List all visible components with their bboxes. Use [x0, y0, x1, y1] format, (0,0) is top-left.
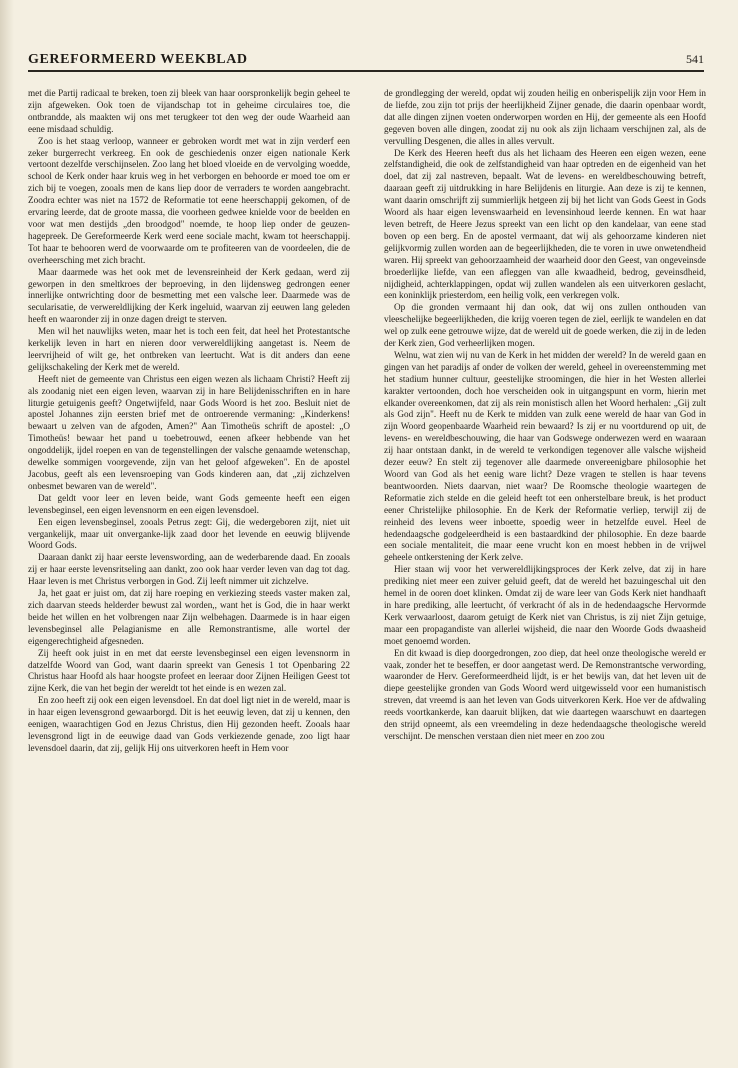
paragraph: Welnu, wat zien wij nu van de Kerk in het midden der wereld? In de wereld gaan en gingen van het paradijs af onder de volken der wereld, geheel in overeenstemming met het stadium hunner cultuur, geestelijke stroomingen, die hier in het Westen allerlei karakter vertoonden, doch hoe verscheiden ook in uitgangspunt en vorm, hierin met elkander overeenkomen, dat zij als rein monistisch allen het Woord herhalen: „Gij zult als God zijn". Heeft nu de Kerk te midden van zulk eene wereld de haar van God in zijn Woord geopenbaarde Waarheid rein bewaard? Is zij er nu voortdurend op uit, de levens- en wereldbeschouwing, die haar van Godswege onderwezen werd en waaraan zij haar ontstaan dankt, in de wereld te verkondigen tegenover alle valsche wijsheid dezer eeuw? En stelt zij tegenover alle daarmede onvereenigbare philosophie het Woord van God als het eenig ware licht? Deze vragen te stellen is haar tevens beantwoorden. Niets daarvan, niet waar? De Roomsche theologie waartegen de Reformatie zich stelde en die geleid heeft tot een onherstelbare breuk, is het product eener Christelijke philosophie. En de Kerk der Reformatie verliep, terwijl zij de reinheid des levens weer inboette, spoedig weer in hetzelfde euvel. Heel de hedendaagsche godgeleerdheid is een bastaardkind der philosophie. En deze baarde een sociale mentaliteit, die maar eene vrucht kon en moest hebben in de vrijwel geheele ontkerstening der Kerk zelve.: [384, 349, 706, 563]
running-header: [28, 48, 704, 72]
publication-title: GEREFORMEERD WEEKBLAD: [28, 52, 248, 67]
paragraph: De Kerk des Heeren heeft dus als het lichaam des Heeren een eigen wezen, eene zelfstandigheid, die ook de zelfstandigheid van haar optreden en de eigenheid van het doel, dat zij zal nastreven, bepaalt. Wat de levens- en wereldbeschouwing betreft, daaraan geeft zij uitdrukking in hare Belijdenis en liturgie. Aan deze is zij te kennen, want daarin omschrijft zij summierlijk hetgeen zij bij het licht van Gods Geest in Gods Woord als haar eigen levenswaarheid en levensinhoud leerde kennen. En wat haar leven betreft, de Heere Jezus spreekt van een licht op den kandelaar, van eene stad boven op een berg. En de apostel vermaant, dat wij als gehoorzame kinderen niet gelijkvormig zullen worden aan de begeerlijkheden, die te voren in uwe onwetendheid waren. Hij spreekt van gehoorzaamheid der waarheid door den Geest, van ongeveinsde broederlijke liefde, van een afleggen van alle kwaadheid, bedrog, geveinsdheid, nijdigheid, achterklappingen, opdat wij zullen wandelen als een uitverkoren geslacht, een koninklijk priesterdom, een heilig volk, een verkregen volk.: [384, 147, 706, 301]
binding-edge: [0, 0, 14, 1068]
paragraph: Ja, het gaat er juist om, dat zij hare roeping en verkiezing steeds vaster maken zal, zich daarvan steeds helderder bewust zal worden,, want het is God, die in haar werkt beide het willen en het volbrengen naar Zijn welbehagen. Daarmede is in haar eigen levensbeginsel alle Pelagianisme en alle Remonstrantisme, alle wortel der eigengerechtigheid afgesneden.: [28, 588, 350, 646]
paragraph: de grondlegging der wereld, opdat wij zouden heilig en onberispelijk zijn voor Hem in de liefde, zou zijn tot prijs der heerlijkheid Zijner genade, die daarin openbaar wordt, dat alle dingen zijnen voeten onderworpen worden en Hij, der gemeente als een Hoofd gegeven boven alle dingen, zoodat zij nu ook als zijn lichaam verschijnen zal, als de vervulling Desgenen, die alles in alles vervult.: [384, 88, 706, 146]
paragraph: Zoo is het staag verloop, wanneer er gebroken wordt met wat in zijn verderf een zeker burgerrecht verkreeg. En ook de geschiedenis onzer eigen nationale Kerk vertoont dezelfde verschijnselen. Zoo lang het bloed vloeide en de vervolging woedde, school de Kerk onder haar kruis weg in het verborgen en behoorde er moed toe om er zich bij te voegen, zooals men de kans liep door de verraders te worden aangebracht. Zoodra echter was niet na 1572 de Reformatie tot eene heerschappij gekomen, of de ervaring leerde, dat de groote massa, die voorheen gedwee knielde voor de beelden en voor wat men destijds „den broodgod" noemde, te hoop liep onder de geuzen-hagepreek. De Gereformeerde Kerk werd eene sociale macht, kwam tot heerschappij. Tot haar te behooren werd de voorwaarde om te profiteeren van de voordeelen, die de overheersching met zich bracht.: [28, 135, 350, 265]
paragraph: Op die gronden vermaant hij dan ook, dat wij ons zullen onthouden van vleeschelijke begeerlijkheden, die krijg voeren tegen de ziel, eerlijk te wandelen en dat wel op zulk eene getrouwe wijze, dat de wereld uit de goede werken, die zij in de leden der Kerk zien, God verheerlijken mogen.: [384, 302, 706, 349]
paragraph: En dit kwaad is diep doorgedrongen, zoo diep, dat heel onze theologische wereld er vaak, zonder het te beseffen, er door aangetast werd. De Remonstrantsche verwording, waaronder de Herv. Gereformeerdheid lijdt, is er het bewijs van, dat het leven uit de diepe geestelijke gronden van Gods Woord werd uitgewisseld voor een humanistisch streven, dat vreemd is aan het leven van Gods uitverkoren Kerk. Hoe ver de afdwaling reeds voortkankerde, kan daaruit blijken, dat wie daartegen waarschuwt en daartegen den strijd opneemt, als een vreemdeling in deze hedendaagsche theologische wereld verschijnt. De menschen verstaan dien niet meer en zoo zou: [384, 647, 706, 741]
paragraph: Hier staan wij voor het verwereldlijkingsproces der Kerk zelve, dat zij in hare prediking niet meer een zuiver geluid geeft, dat de wereld het bazuingeschal uit den hemel in de ooren doet klinken. Omdat zij de ware leer van Gods Kerk niet handhaaft in hare prediking, alle leertucht, óf verkracht óf als in de hedendaagsche Hervormde Kerk verwaarloost, daarom getuigt de Kerk niet van Christus, is zij niet Zijn getuige, maar een propagandiste van allerlei wijsheid, die naar den Woorde Gods dwaasheid moet genoemd worden.: [384, 564, 706, 646]
paragraph: Maar daarmede was het ook met de levensreinheid der Kerk gedaan, werd zij geworpen in den smeltkroes der beproeving, in den lijdensweg gedrongen eener innerlijke ontwrichting door de besmetting met een valsche leer. Daarmede was de secularisatie, de verwereldlijking der Kerk ingeluid, waarvan zij eeuwen lang geleden heeft en waaronder zij in onze dagen dreigt te sterven.: [28, 266, 350, 325]
paragraph: Heeft niet de gemeente van Christus een eigen wezen als lichaam Christi? Heeft zij als zoodanig niet een eigen leven, waarvan zij in hare Belijdenisschriften en in hare liturgie getuigenis geeft? Ongetwijfeld, naar Gods Woord is het zoo. Besluit niet de apostel Johannes zijn eersten brief met de ontroerende vermaning: „Kinderkens! bewaart u zelven van de afgoden, Amen?" Aan Timotheüs schrift de apostel: „O Timotheüs! bewaar het pand u toebetrouwd, eenen afkeer hebbende van het ongoddelijk, ijdel roepen en van de tegenstellingen der valsche genaamde wetenschap, dewelke sommigen voorgevende, zijn van het geloof afgeweken". En de apostel Jacobus, geeft als een levensroeping van Gods kinderen aan, dat „zij zichzelven onbesmet bewaren van de wereld".: [28, 373, 350, 491]
paragraph: met die Partij radicaal te breken, toen zij bleek van haar oorspronkelijk begin geheel te zijn afgeweken. Ook toen de vijandschap tot in geheime circulaires toe, die ontbrandde, als maakten wij ons met terugkeer tot den weg der oude Waarheid aan eene misdaad schuldig.: [28, 88, 350, 134]
paragraph: Daaraan dankt zij haar eerste levenswording, aan de wederbarende daad. En zooals zij er haar eerste levensritseling aan dankt, zoo ook haar verder leven van dag tot dag. Haar leven is met Christus verborgen in God. Zij leeft nimmer uit zichzelve.: [28, 552, 350, 587]
right-column: [384, 88, 706, 1028]
page-number: 541: [686, 52, 704, 66]
paragraph: Een eigen levensbeginsel, zooals Petrus zegt: Gij, die wedergeboren zijt, niet uit vergankelijk, maar uit onverganke-lijk zaad door het levende en eeuwig blijvende Woord Gods.: [28, 516, 350, 551]
paragraph: En zoo heeft zij ook een eigen levensdoel. En dat doel ligt niet in de wereld, maar is in haar eigen levensgrond gewaarborgd. Dit is het eeuwig leven, dat zij u kennen, den eenigen, waarachtigen God en Jezus Christus, dien Hij gezonden heeft. Zooals haar levensgrond ligt in de eeuwige daad van Gods verkiezende genade, zoo ligt haar levensdoel daarin, dat zij, gelijk Hij ons uitverkoren heeft in Hem voor: [28, 695, 350, 753]
paragraph: Zij heeft ook juist in en met dat eerste levensbeginsel een eigen levensnorm in datzelfde Woord van God, want daarin spreekt van Genesis 1 tot Openbaring 22 Christus haar Hoofd als haar hoogste profeet en leeraar door Zijnen Heiligen Geest tot zijne Kerk, die van het begin der wereldt tot het einde is en wezen zal.: [28, 647, 350, 694]
left-column: [28, 88, 350, 1028]
paragraph: Dat geldt voor leer en leven beide, want Gods gemeente heeft een eigen levensbeginsel, een eigen levensnorm en een eigen levensdoel.: [28, 492, 350, 515]
paragraph: Men wil het nauwlijks weten, maar het is toch een feit, dat heel het Protestantsche kerkelijk leven in hart en nieren door verwereldlijking aangetast is. Neem de leervrijheid of wilt ge, het ontbreken van leertucht. Wat is dit anders dan eene gelijkschakeling der Kerk met de wereld.: [28, 326, 350, 372]
